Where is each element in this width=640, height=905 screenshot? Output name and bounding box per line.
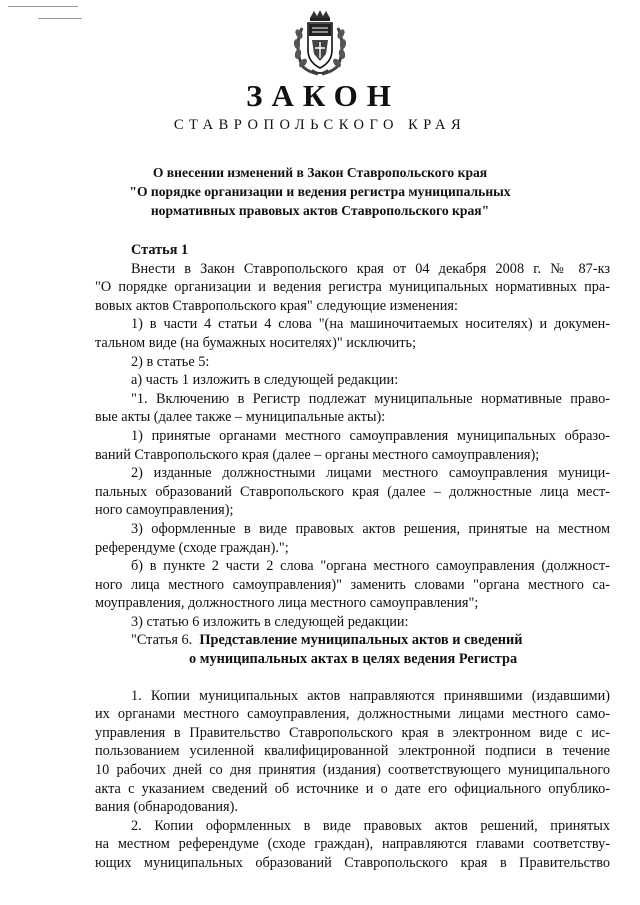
text-line: б) в пункте 2 части 2 слова "органа местного самоуправления (должност-: [131, 558, 610, 575]
text-line: пользованием усиленной квалифицированной электронной подписи в течение: [95, 743, 610, 760]
text-line: а) часть 1 изложить в следующей редакции:: [131, 372, 399, 389]
law-heading: [0, 163, 640, 220]
text-line: их органами местного самоуправления, должностными лицами местного само-: [95, 706, 610, 723]
text-line: 2) изданные должностными лицами местного самоуправления муници-: [131, 465, 610, 482]
law-title: ЗАКОН: [246, 78, 400, 113]
text-line: управления в Правительство Ставропольского края в электронном виде с ис-: [95, 724, 610, 741]
text-line: вовых актов Ставропольского края" следующие изменения:: [95, 297, 458, 314]
text-line: 1) принятые органами местного самоуправления муниципальных образо-: [131, 427, 610, 444]
scan-mark-top-2: [38, 18, 82, 20]
text-line: ного лица местного самоуправления)" заменить словами "органа местного са-: [95, 576, 610, 593]
text-line: 10 рабочих дней со дня принятия (издания) соответствующего муниципального: [95, 762, 610, 779]
text-line: ющих муниципальных образований Ставропольского края в Правительство: [95, 855, 610, 871]
text-line: 1) в части 4 статьи 4 слова "(на машиночитаемых носителях) и докумен-: [131, 316, 610, 333]
text-line: на местном референдуме (сходе граждан), направляются главами соответству-: [95, 836, 610, 853]
text-line: референдуме (сходе граждан).";: [95, 539, 289, 556]
text-line: пальных образований Ставропольского края (далее – должностные лица мест-: [95, 483, 610, 500]
text-line: моуправления, должностного лица местного самоуправления";: [95, 595, 479, 612]
text-line: 3) оформленные в виде правовых актов решения, принятые на местном: [131, 520, 610, 537]
text-line: "1. Включению в Регистр подлежат муниципальные нормативные право-: [131, 390, 610, 407]
text-line: тальном виде (на бумажных носителях)" исключить;: [95, 334, 417, 351]
heading-line: О внесении изменений в Закон Ставропольского края: [152, 165, 488, 180]
text-line: вания (обнародования).: [95, 799, 238, 816]
article-6-title: [95, 631, 610, 650]
coat-of-arms-icon: [288, 8, 352, 78]
text-line: 2) в статье 5:: [131, 353, 210, 370]
article-1-title: Статья 1: [131, 242, 189, 258]
article-6-title-line-1: Представление муниципальных актов и сведений: [199, 632, 523, 649]
article-6-title-line-2: о муниципальных актах в целях ведения Регистра: [189, 651, 518, 668]
text-line: акта с указанием сведений об источнике и о дате его официального опублико-: [95, 780, 610, 797]
heading-line: нормативных правовых актов Ставропольского края": [150, 203, 490, 218]
article-6-prefix: "Статья 6.: [131, 632, 193, 649]
text-line: "О порядке организации и ведения регистра муниципальных нормативных пра-: [95, 279, 610, 296]
text-line: ного самоуправления);: [95, 502, 234, 519]
scan-mark-top: [8, 6, 78, 8]
text-line: ваний Ставропольского края (далее – органы местного самоуправления);: [95, 446, 540, 463]
text-line: 3) статью 6 изложить в следующей редакции:: [131, 613, 409, 630]
text-line: вые акты (далее также – муниципальные акты):: [95, 409, 386, 426]
document-body: [95, 241, 610, 873]
heading-line: "О порядке организации и ведения регистра муниципальных: [129, 184, 511, 199]
text-line: 1. Копии муниципальных актов направляются принявшими (издавшими): [131, 687, 610, 704]
text-line: Внести в Закон Ставропольского края от 04 декабря 2008 г. № 87-кз: [131, 260, 610, 277]
text-line: 2. Копии оформленных в виде правовых актов решений, принятых: [131, 817, 610, 834]
law-subtitle: СТАВРОПОЛЬСКОГО КРАЯ: [173, 117, 467, 133]
